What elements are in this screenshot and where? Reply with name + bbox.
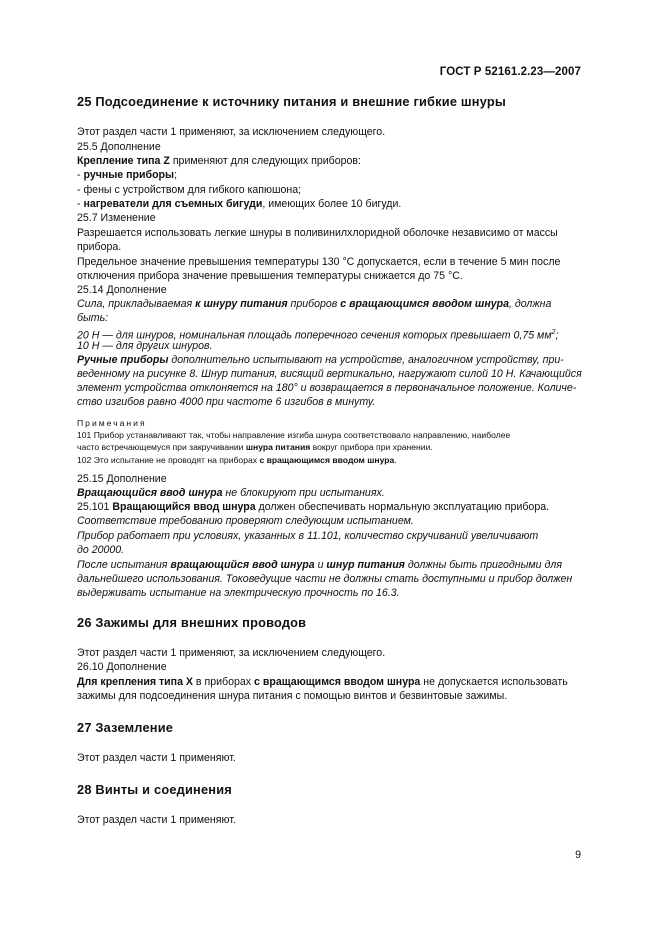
clause-25-15: 25.15 Дополнение xyxy=(77,473,167,485)
list-item-3-rest: , имеющих более 10 бигуди. xyxy=(262,198,402,210)
z-type-rest: применяют для следующих приборов: xyxy=(169,155,361,167)
x-type-term: Для крепления типа X xyxy=(77,676,193,688)
force-text-c: приборов xyxy=(287,298,341,310)
clause-25-101-rest: должен обеспечивать нормальную эксплуатацию прибора. xyxy=(255,501,550,513)
s27-intro: Этот раздел части 1 применяют. xyxy=(77,752,236,764)
work-line2: до 20000. xyxy=(77,544,125,556)
compliance-line: Соответствие требованию проверяют следующим испытанием. xyxy=(77,515,414,527)
list-item-1-rest: ; xyxy=(174,169,178,181)
after-text-a: После испытания xyxy=(77,559,171,571)
note-101-term: шнура питания xyxy=(245,442,311,452)
x-type-rotating: с вращающимся вводом шнура xyxy=(254,676,421,688)
force-20n-sup: 2 xyxy=(551,329,556,336)
list-item-1-dash: - xyxy=(77,169,84,181)
section-26-title: 26 Зажимы для внешних проводов xyxy=(77,615,307,630)
work-line1: Прибор работает при условиях, указанных в 11.101, количество скручиваний увеличивают xyxy=(77,530,539,542)
z-type-term: Крепление типа Z xyxy=(77,155,170,167)
after-term-rotating: вращающийся ввод шнура xyxy=(170,559,315,571)
s26-intro: Этот раздел части 1 применяют, за исключением следующего. xyxy=(77,647,386,659)
test-line4: ство изгибов равно 4000 при частоте 6 изгибов в минуту. xyxy=(77,396,376,408)
after-term-cord: шнур питания xyxy=(326,559,405,571)
x-type-text-b: в приборах xyxy=(192,676,255,688)
note-102-text-a: 102 Это испытание не проводят на приборах xyxy=(77,455,260,465)
force-20n-end: ; xyxy=(555,329,559,342)
test-line2: веденному на рисунке 8. Шнур питания, висящий вертикально, нагружают силой 10 Н. Качающийся xyxy=(77,368,582,380)
force-line2: быть: xyxy=(77,312,109,324)
clause-25-101 xyxy=(77,501,549,515)
clause-25-5: 25.5 Дополнение xyxy=(77,141,161,153)
rotating-line xyxy=(77,487,385,501)
z-type-line xyxy=(77,155,361,169)
note-102-text-c: . xyxy=(394,455,397,465)
note-101-line1: 101 Прибор устанавливают так, чтобы направление изгиба шнура соответствовало направлению, наиболее xyxy=(77,430,511,440)
after-text-e: должны быть пригодными для xyxy=(404,559,562,571)
list-item-1 xyxy=(77,169,177,183)
p257b-line1: Предельное значение превышения температуры 130 °С допускается, если в течение 5 мин после xyxy=(77,256,561,268)
x-type-line2: зажимы для подсоединения шнура питания с помощью винтов и безвинтовые зажимы. xyxy=(77,690,508,702)
list-item-3-term: нагреватели для съемных бигуди xyxy=(83,198,263,210)
x-type-text-d: не допускается использовать xyxy=(420,676,568,688)
x-type-line1 xyxy=(77,676,568,690)
list-item-3 xyxy=(77,198,401,212)
p257a-line1: Разрешается использовать легкие шнуры в поливинилхлоридной оболочке независимо от массы xyxy=(77,227,558,239)
p257b-line2: отключения прибора значение превышения температуры снижается до 75 °С. xyxy=(77,270,463,282)
clause-25-101-term: Вращающийся ввод шнура xyxy=(112,501,256,513)
clause-25-101-number: 25.101 xyxy=(77,501,113,513)
test-term: Ручные приборы xyxy=(77,354,169,366)
force-20n-text: 20 Н — для шнуров, номинальная площадь поперечного сечения которых превышает 0,75 мм xyxy=(77,329,552,342)
rotating-term: Вращающийся ввод шнура xyxy=(77,487,223,499)
force-term-cord: к шнуру питания xyxy=(195,298,288,310)
list-item-2: - фены с устройством для гибкого капюшона; xyxy=(77,184,302,196)
test-line1-text: дополнительно испытывают на устройстве, аналогичном устройству, при- xyxy=(168,354,564,366)
notes-title: Примечания xyxy=(77,418,147,428)
list-item-1-term: ручные приборы xyxy=(83,169,175,181)
s25-intro: Этот раздел части 1 применяют, за исключением следующего. xyxy=(77,126,386,138)
after-line3: выдерживать испытание на электрическую прочность по 16.3. xyxy=(77,587,400,599)
s28-intro: Этот раздел части 1 применяют. xyxy=(77,814,236,826)
p257a-line2: прибора. xyxy=(77,241,122,253)
rotating-rest: не блокируют при испытаниях. xyxy=(222,487,385,499)
note-101-line2 xyxy=(77,442,585,454)
force-line1 xyxy=(77,298,551,312)
clause-25-7: 25.7 Изменение xyxy=(77,212,156,224)
after-line2: дальнейшего использования. Токоведущие части не должны стать доступными и прибор должен xyxy=(77,573,573,585)
note-102-term: с вращающимся вводом шнура xyxy=(259,455,395,465)
section-27-title: 27 Заземление xyxy=(77,720,174,735)
force-text-a: Сила, прикладываемая xyxy=(77,298,196,310)
note-101-text-c: вокруг прибора при хранении. xyxy=(310,442,433,452)
list-item-3-dash: - xyxy=(77,198,84,210)
after-line1 xyxy=(77,559,562,573)
force-text-e: , должна xyxy=(508,298,552,310)
force-10n: 10 Н — для других шнуров. xyxy=(77,340,213,352)
note-101-text-a: часто встречающемуся при закручивании xyxy=(77,442,246,452)
page-number: 9 xyxy=(575,849,581,861)
test-line3: элемент устройства отклоняется на 180° и возвращается в первоначальное положение. Количе- xyxy=(77,382,577,394)
clause-25-14: 25.14 Дополнение xyxy=(77,284,167,296)
section-28-title: 28 Винты и соединения xyxy=(77,782,232,797)
standard-header: ГОСТ Р 52161.2.23—2007 xyxy=(439,66,581,78)
after-text-c: и xyxy=(314,559,327,571)
test-line1 xyxy=(77,354,564,368)
section-25-title: 25 Подсоединение к источнику питания и внешние гибкие шнуры xyxy=(77,94,506,109)
note-102 xyxy=(77,455,585,467)
force-term-rotating: с вращающимся вводом шнура xyxy=(340,298,509,310)
clause-26-10: 26.10 Дополнение xyxy=(77,661,167,673)
